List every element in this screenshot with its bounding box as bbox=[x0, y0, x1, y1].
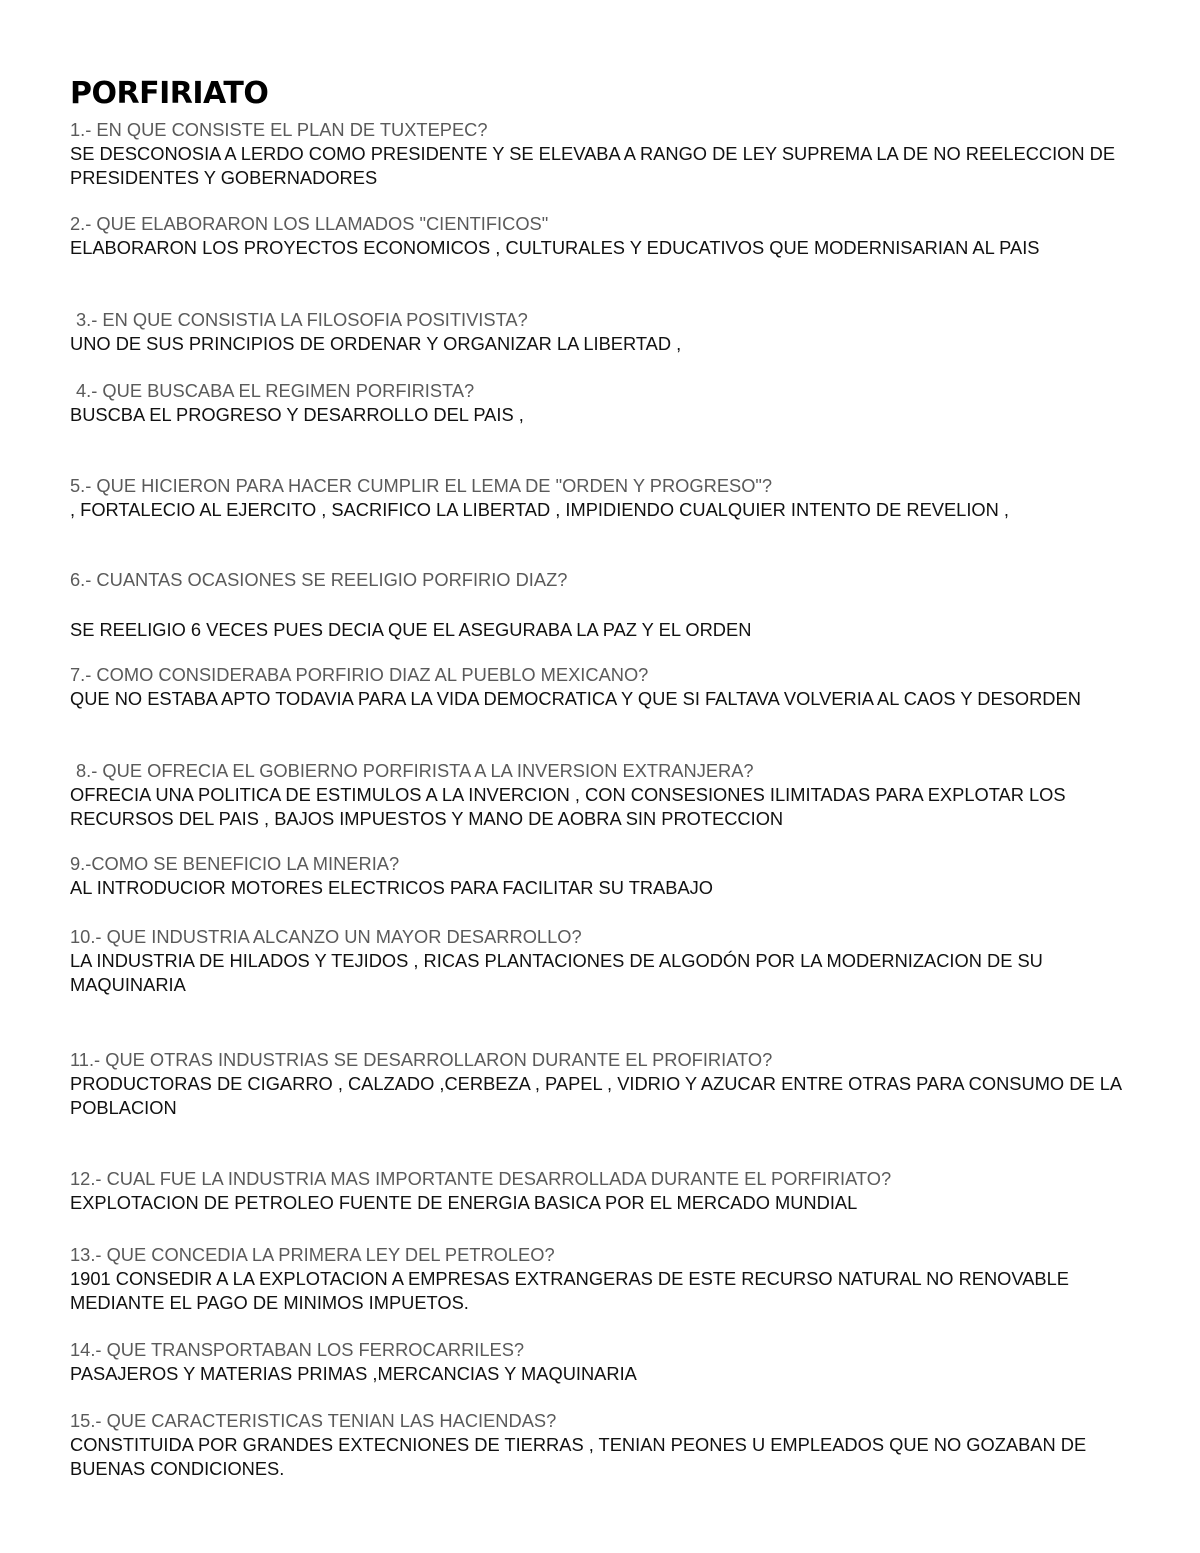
question-12: 12.- CUAL FUE LA INDUSTRIA MAS IMPORTANTE DESARROLLADA DURANTE EL PORFIRIATO? bbox=[70, 1168, 892, 1189]
question-13: 13.- QUE CONCEDIA LA PRIMERA LEY DEL PETROLEO? bbox=[70, 1244, 555, 1265]
question-5: 5.- QUE HICIERON PARA HACER CUMPLIR EL LEMA DE "ORDEN Y PROGRESO"? bbox=[70, 475, 773, 496]
question-15: 15.- QUE CARACTERISTICAS TENIAN LAS HACIENDAS? bbox=[70, 1410, 557, 1431]
page-title: PORFIRIATO bbox=[70, 76, 269, 111]
qa-item-8 bbox=[70, 759, 1140, 831]
qa-item-12 bbox=[70, 1167, 1140, 1215]
answer-3: UNO DE SUS PRINCIPIOS DE ORDENAR Y ORGANIZAR LA LIBERTAD , bbox=[70, 333, 682, 354]
question-1: 1.- EN QUE CONSISTE EL PLAN DE TUXTEPEC? bbox=[70, 119, 488, 140]
qa-item-13 bbox=[70, 1243, 1140, 1315]
answer-4: BUSCBA EL PROGRESO Y DESARROLLO DEL PAIS , bbox=[70, 404, 524, 425]
qa-item-9 bbox=[70, 852, 1140, 900]
question-4: 4.- QUE BUSCABA EL REGIMEN PORFIRISTA? bbox=[76, 380, 475, 401]
question-8: 8.- QUE OFRECIA EL GOBIERNO PORFIRISTA A LA INVERSION EXTRANJERA? bbox=[76, 760, 754, 781]
qa-item-4 bbox=[70, 379, 1140, 427]
qa-item-5 bbox=[70, 474, 1140, 522]
question-2: 2.- QUE ELABORARON LOS LLAMADOS "CIENTIFICOS" bbox=[70, 213, 549, 234]
answer-1: SE DESCONOSIA A LERDO COMO PRESIDENTE Y SE ELEVABA A RANGO DE LEY SUPREMA LA DE NO REELECCION DE PRESIDENTES Y GOBERNADORES bbox=[70, 143, 1116, 188]
question-10: 10.- QUE INDUSTRIA ALCANZO UN MAYOR DESARROLLO? bbox=[70, 926, 582, 947]
qa-item-14 bbox=[70, 1338, 1140, 1386]
answer-7: QUE NO ESTABA APTO TODAVIA PARA LA VIDA DEMOCRATICA Y QUE SI FALTAVA VOLVERIA AL CAOS Y DESORDEN bbox=[70, 688, 1081, 709]
answer-15: CONSTITUIDA POR GRANDES EXTECNIONES DE TIERRAS , TENIAN PEONES U EMPLEADOS QUE NO GOZABAN DE BUENAS CONDICIONES. bbox=[70, 1434, 1087, 1479]
answer-2: ELABORARON LOS PROYECTOS ECONOMICOS , CULTURALES Y EDUCATIVOS QUE MODERNISARIAN AL PAIS bbox=[70, 237, 1040, 258]
answer-6: SE REELIGIO 6 VECES PUES DECIA QUE EL ASEGURABA LA PAZ Y EL ORDEN bbox=[70, 619, 752, 640]
answer-8: OFRECIA UNA POLITICA DE ESTIMULOS A LA INVERCION , CON CONSESIONES ILIMITADAS PARA EXPLOTAR LOS RECURSOS DEL PAIS , BAJOS IMPUESTOS Y MANO DE AOBRA SIN PROTECCION bbox=[70, 784, 1066, 829]
qa-item-11 bbox=[70, 1048, 1140, 1120]
qa-item-7 bbox=[70, 663, 1140, 711]
qa-item-6 bbox=[70, 568, 1140, 642]
qa-item-15 bbox=[70, 1409, 1140, 1481]
answer-13: 1901 CONSEDIR A LA EXPLOTACION A EMPRESAS EXTRANGERAS DE ESTE RECURSO NATURAL NO RENOVABLE MEDIANTE EL PAGO DE MINIMOS IMPUETOS. bbox=[70, 1268, 1069, 1313]
question-3: 3.- EN QUE CONSISTIA LA FILOSOFIA POSITIVISTA? bbox=[76, 309, 528, 330]
answer-9: AL INTRODUCIOR MOTORES ELECTRICOS PARA FACILITAR SU TRABAJO bbox=[70, 877, 714, 898]
qa-item-10 bbox=[70, 925, 1140, 997]
answer-5: , FORTALECIO AL EJERCITO , SACRIFICO LA LIBERTAD , IMPIDIENDO CUALQUIER INTENTO DE REVELION , bbox=[70, 499, 1009, 520]
question-11: 11.- QUE OTRAS INDUSTRIAS SE DESARROLLARON DURANTE EL PROFIRIATO? bbox=[70, 1049, 773, 1070]
answer-10: LA INDUSTRIA DE HILADOS Y TEJIDOS , RICAS PLANTACIONES DE ALGODÓN POR LA MODERNIZACION DE SU MAQUINARIA bbox=[70, 950, 1043, 995]
question-6: 6.- CUANTAS OCASIONES SE REELIGIO PORFIRIO DIAZ? bbox=[70, 569, 568, 590]
question-9: 9.-COMO SE BENEFICIO LA MINERIA? bbox=[70, 853, 400, 874]
qa-item-2 bbox=[70, 212, 1140, 260]
question-7: 7.- COMO CONSIDERABA PORFIRIO DIAZ AL PUEBLO MEXICANO? bbox=[70, 664, 649, 685]
answer-12: EXPLOTACION DE PETROLEO FUENTE DE ENERGIA BASICA POR EL MERCADO MUNDIAL bbox=[70, 1192, 858, 1213]
qa-item-3 bbox=[70, 308, 1140, 356]
answer-11: PRODUCTORAS DE CIGARRO , CALZADO ,CERBEZA , PAPEL , VIDRIO Y AZUCAR ENTRE OTRAS PARA CONSUMO DE LA POBLACION bbox=[70, 1073, 1122, 1118]
question-14: 14.- QUE TRANSPORTABAN LOS FERROCARRILES? bbox=[70, 1339, 525, 1360]
qa-item-1 bbox=[70, 118, 1140, 190]
answer-14: PASAJEROS Y MATERIAS PRIMAS ,MERCANCIAS Y MAQUINARIA bbox=[70, 1363, 637, 1384]
